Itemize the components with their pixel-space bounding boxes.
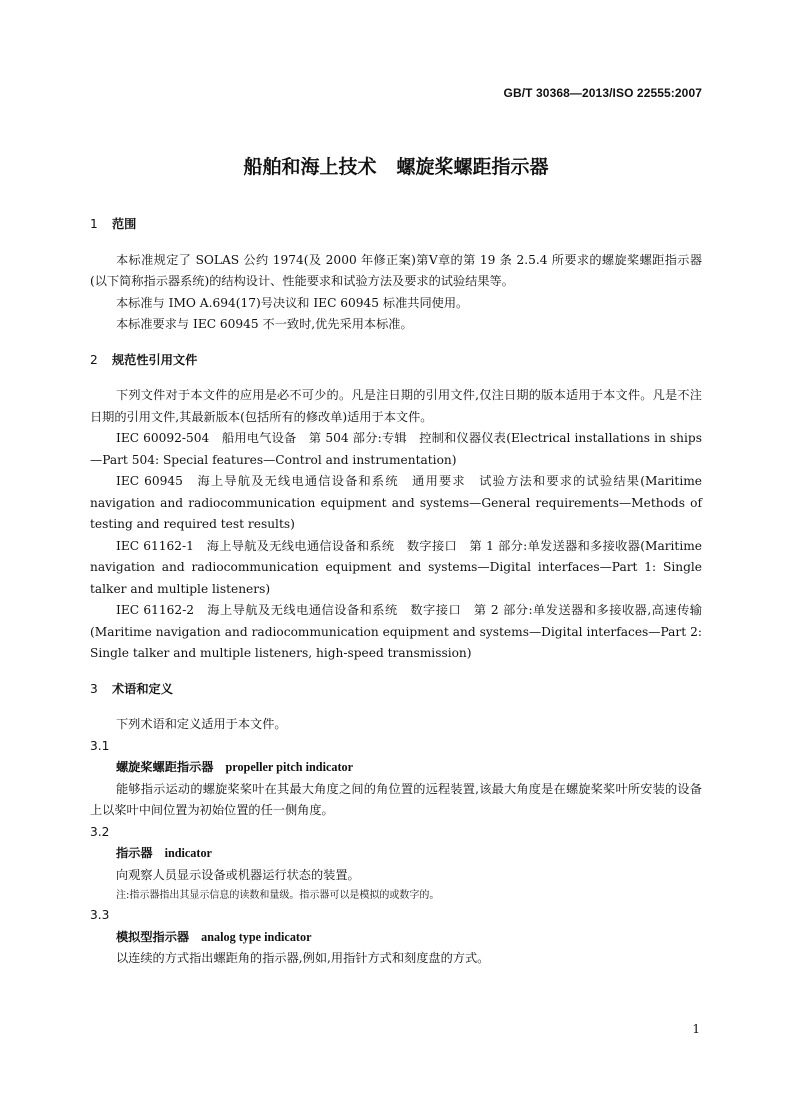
term-zh: 模拟型指示器 (116, 929, 190, 944)
term-heading (90, 843, 702, 865)
page-number: 1 (692, 1022, 700, 1036)
reference-item: IEC 60945 海上导航及无线电通信设备和系统 通用要求 试验方法和要求的试验结果(Maritime navigation and radiocommunication equipment and systems—General requirements—Methods of testing and required test results) (90, 474, 702, 531)
term-heading (90, 927, 702, 949)
section-3-heading (90, 679, 702, 701)
scope-paragraph-3: 本标准要求与 IEC 60945 不一致时,优先采用本标准。 (116, 317, 413, 331)
term-definition: 以连续的方式指出螺距角的指示器,例如,用指针方式和刻度盘的方式。 (116, 951, 490, 965)
clause-number: 3.2 (90, 824, 110, 839)
title-part-2: 螺旋桨螺距指示器 (396, 156, 549, 178)
reference-item: IEC 61162-1 海上导航及无线电通信设备和系统 数字接口 第 1 部分:单发送器和多接收器(Maritime navigation and radiocommunication equipment and systems—Digital interfaces—Part 1: Single talker and multiple listeners) (90, 538, 702, 596)
term-en: propeller pitch indicator (225, 760, 354, 774)
term-definition: 能够指示运动的螺旋桨桨叶在其最大角度之间的角位置的远程装置,该最大角度是在螺旋桨桨叶所安装的设备上以桨叶中间位置为初始位置的任一侧角度。 (90, 781, 702, 817)
term-en: indicator (164, 846, 212, 860)
terms-intro: 下列术语和定义适用于本文件。 (116, 717, 287, 731)
references-intro: 下列文件对于本文件的应用是必不可少的。凡是注日期的引用文件,仅注日期的版本适用于本文件。凡是不注日期的引用文件,其最新版本(包括所有的修改单)适用于本文件。 (90, 388, 702, 424)
term-zh: 指示器 (116, 846, 153, 860)
term-zh: 螺旋桨螺距指示器 (116, 760, 214, 774)
section-title: 术语和定义 (112, 681, 173, 696)
term-heading (90, 757, 702, 779)
section-number: 2 (90, 352, 98, 367)
document-body (90, 214, 702, 970)
term-en: analog type indicator (201, 929, 312, 944)
section-1-heading (90, 214, 702, 236)
section-title: 规范性引用文件 (112, 352, 198, 367)
term-note: 注:指示器指出其显示信息的读数和量级。指示器可以是模拟的或数字的。 (116, 890, 440, 901)
reference-item: IEC 60092-504 船用电气设备 第 504 部分:专辑 控制和仪器仪表(Electrical installations in ships—Part 504: Special features—Control and instrumentation) (90, 431, 702, 467)
clause-number: 3.3 (90, 908, 110, 922)
document-title (0, 152, 792, 179)
reference-item: IEC 61162-2 海上导航及无线电通信设备和系统 数字接口 第 2 部分:单发送器和多接收器,高速传输(Maritime navigation and radiocommunication equipment and systems—Digital interfaces—Part 2: Single talker and multiple listeners, high-speed transmission) (90, 603, 702, 660)
section-number: 3 (90, 681, 98, 696)
scope-paragraph-1: 本标准规定了 SOLAS 公约 1974(及 2000 年修正案)第Ⅴ章的第 19 条 2.5.4 所要求的螺旋桨螺距指示器(以下简称指示器系统)的结构设计、性能要求和试验方法及要求的试验结果等。 (90, 252, 702, 288)
standard-number: GB/T 30368—2013/ISO 22555:2007 (503, 86, 702, 100)
section-2-heading (90, 350, 702, 372)
term-definition: 向观察人员显示设备或机器运行状态的装置。 (116, 867, 360, 882)
title-part-1: 船舶和海上技术 (243, 156, 377, 178)
clause-number: 3.1 (90, 738, 110, 753)
scope-paragraph-2: 本标准与 IMO A.694(17)号决议和 IEC 60945 标准共同使用。 (116, 295, 469, 310)
section-title: 范围 (112, 217, 137, 231)
section-number: 1 (90, 217, 98, 231)
